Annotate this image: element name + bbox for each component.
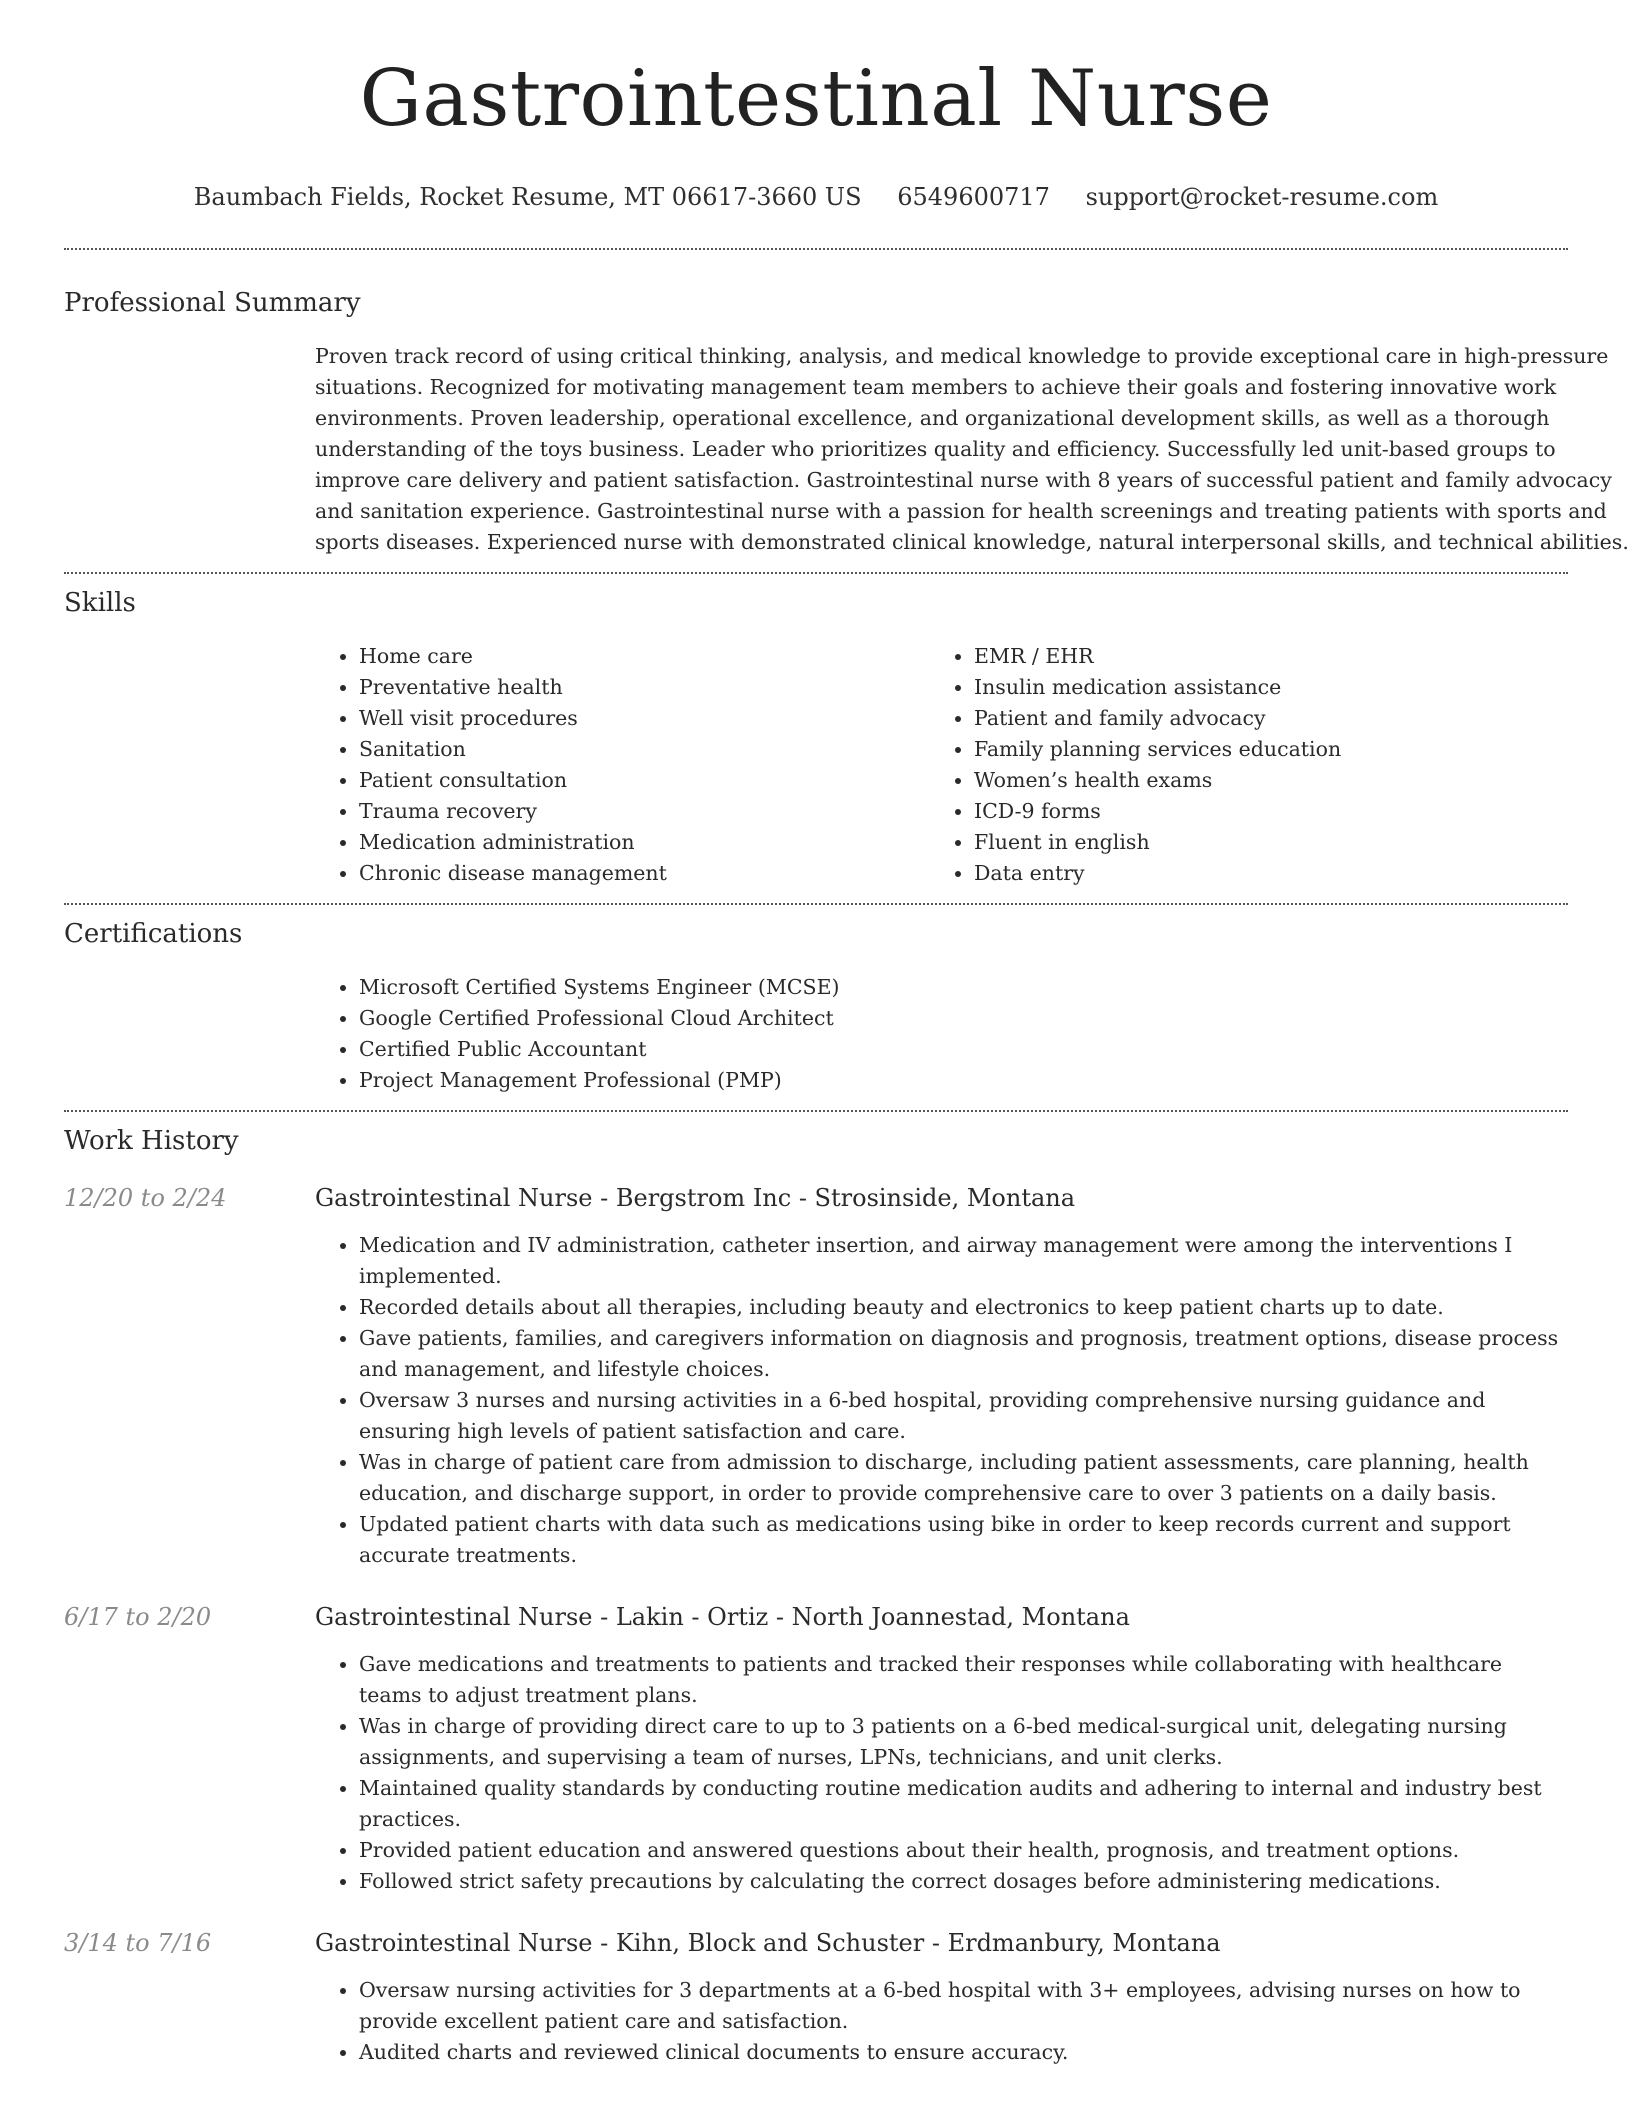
job-dates: 6/17 to 2/20 (64, 1603, 212, 1631)
section-title-work: Work History (64, 1126, 239, 1156)
skills-section (64, 574, 1568, 889)
list-item: • Sanitation (359, 734, 930, 765)
list-item: • Insulin medication assistance (974, 672, 1545, 703)
list-item: • Home care (359, 641, 930, 672)
skills-list-right (930, 641, 1545, 889)
phone: 6549600717 (897, 183, 1050, 211)
list-item: • Gave medications and treatments to patients and tracked their responses while collaborating with healthcare teams to adjust treatment plans. (359, 1649, 1568, 1711)
list-item: • Fluent in english (974, 827, 1545, 858)
list-item: • Preventative health (359, 672, 930, 703)
list-item: • Oversaw 3 nurses and nursing activities in a 6-bed hospital, providing comprehensive nursing guidance and ensuring high levels of patient satisfaction and care. (359, 1385, 1568, 1447)
job-header (64, 1601, 1568, 1633)
list-item: • Medication and IV administration, catheter insertion, and airway management were among the interventions I implemented. (359, 1230, 1568, 1292)
skills-column-right (930, 641, 1545, 889)
list-item: • Family planning services education (974, 734, 1545, 765)
job-dates: 3/14 to 7/16 (64, 1929, 212, 1957)
list-item: • Followed strict safety precautions by calculating the correct dosages before administering medications. (359, 1866, 1568, 1897)
list-item: • Provided patient education and answered questions about their health, prognosis, and treatment options. (359, 1835, 1568, 1866)
list-item: • Women’s health exams (974, 765, 1545, 796)
list-item: • Patient consultation (359, 765, 930, 796)
contact-line (64, 182, 1568, 212)
summary-text: Proven track record of using critical thinking, analysis, and medical knowledge to provide exceptional care in high-pressure situations. Recognized for motivating management team members to achieve their goals and fostering innovative work environments. Proven leadership, operational excellence, and organizational development skills, as well as a thorough understanding of the toys business. Leader who prioritizes quality and efficiency. Successfully led unit-based groups to improve care delivery and patient satisfaction. Gastrointestinal nurse with 8 years of successful patient and family advocacy and sanitation experience. Gastrointestinal nurse with a passion for health screenings and treating patients with sports and sports diseases. Experienced nurse with demonstrated clinical knowledge, natural interpersonal skills, and technical abilities. (315, 344, 1629, 554)
job-entry (64, 1601, 1568, 1897)
certifications-section (64, 905, 1568, 1096)
job-entry (64, 1927, 1568, 2068)
job-dates: 12/20 to 2/24 (64, 1184, 227, 1212)
list-item: • Well visit procedures (359, 703, 930, 734)
list-item: • Trauma recovery (359, 796, 930, 827)
section-title-summary: Professional Summary (64, 288, 361, 318)
section-title-certifications: Certifications (64, 919, 243, 949)
list-item: • Audited charts and reviewed clinical documents to ensure accuracy. (359, 2037, 1568, 2068)
candidate-name: Gastrointestinal Nurse (359, 54, 1273, 144)
list-item: • Gave patients, families, and caregivers information on diagnosis and prognosis, treatment options, disease process and management, and lifestyle choices. (359, 1323, 1568, 1385)
email: support@rocket-resume.com (1085, 183, 1439, 211)
list-item: • Data entry (974, 858, 1545, 889)
section-title-skills: Skills (64, 588, 136, 618)
list-item: • Certified Public Accountant (359, 1034, 1568, 1065)
list-item: • EMR / EHR (974, 641, 1545, 672)
work-section (64, 1112, 1568, 2068)
address: Baumbach Fields, Rocket Resume, MT 06617-3660 US (193, 183, 862, 211)
job-header (64, 1927, 1568, 1959)
job-entry (64, 1182, 1568, 1571)
summary-section (64, 250, 1629, 558)
list-item: • Patient and family advocacy (974, 703, 1545, 734)
skills-column-left (315, 641, 930, 889)
job-bullets (315, 1975, 1568, 2068)
list-item: • Updated patient charts with data such as medications using bike in order to keep records current and support accurate treatments. (359, 1509, 1568, 1571)
list-item: • Recorded details about all therapies, including beauty and electronics to keep patient charts up to date. (359, 1292, 1568, 1323)
job-bullets (315, 1230, 1568, 1571)
list-item: • Project Management Professional (PMP) (359, 1065, 1568, 1096)
skills-list-left (315, 641, 930, 889)
job-bullets (315, 1649, 1568, 1897)
list-item: • Chronic disease management (359, 858, 930, 889)
list-item: • ICD-9 forms (974, 796, 1545, 827)
certifications-list (315, 972, 1568, 1096)
list-item: • Medication administration (359, 827, 930, 858)
skills-grid (315, 641, 1568, 889)
job-title: Gastrointestinal Nurse - Kihn, Block and Schuster - Erdmanbury, Montana (315, 1929, 1221, 1957)
job-header (64, 1182, 1568, 1214)
list-item: • Microsoft Certified Systems Engineer (MCSE) (359, 972, 1568, 1003)
list-item: • Was in charge of patient care from admission to discharge, including patient assessments, care planning, health education, and discharge support, in order to provide comprehensive care to over 3 patients on a daily basis. (359, 1447, 1568, 1509)
job-title: Gastrointestinal Nurse - Lakin - Ortiz - North Joannestad, Montana (315, 1603, 1130, 1631)
job-bullet-list (315, 1230, 1568, 1571)
list-item: • Oversaw nursing activities for 3 departments at a 6-bed hospital with 3+ employees, advising nurses on how to provide excellent patient care and satisfaction. (359, 1975, 1568, 2037)
list-item: • Maintained quality standards by conducting routine medication audits and adhering to internal and industry best practices. (359, 1773, 1568, 1835)
certifications-list-wrap (315, 972, 1568, 1096)
job-bullet-list (315, 1975, 1568, 2068)
job-title: Gastrointestinal Nurse - Bergstrom Inc - Strosinside, Montana (315, 1184, 1076, 1212)
job-bullet-list (315, 1649, 1568, 1897)
list-item: • Google Certified Professional Cloud Architect (359, 1003, 1568, 1034)
list-item: • Was in charge of providing direct care to up to 3 patients on a 6-bed medical-surgical unit, delegating nursing assignments, and supervising a team of nurses, LPNs, technicians, and unit clerks. (359, 1711, 1568, 1773)
